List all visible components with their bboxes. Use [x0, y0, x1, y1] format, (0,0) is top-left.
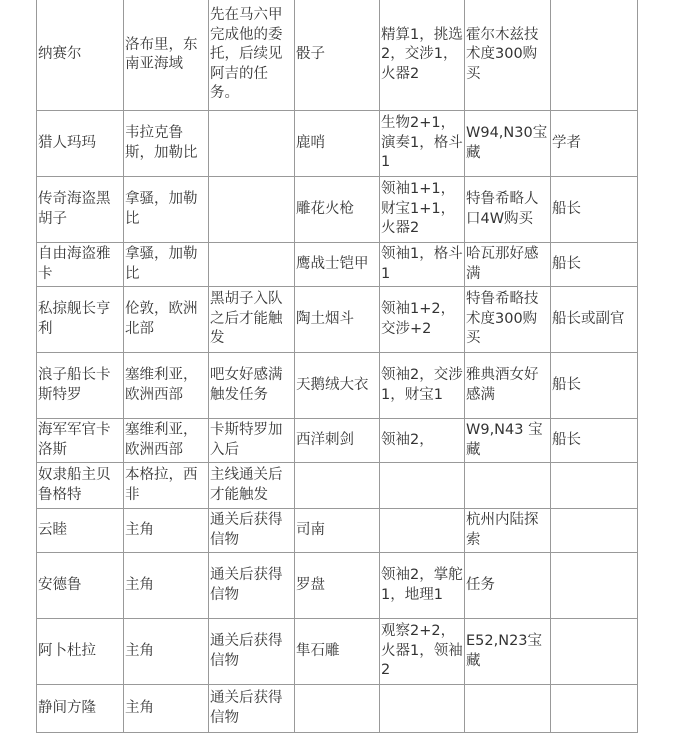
table-row: [37, 553, 638, 619]
table-row: [37, 509, 638, 553]
character-name: 阿卜杜拉: [37, 619, 124, 685]
role-cell: [551, 553, 638, 619]
location-cell: 拿骚，加勒比: [124, 243, 209, 287]
table-row: [37, 243, 638, 287]
skills-cell: 领袖1+2，交涉+2: [380, 287, 465, 353]
table-row: [37, 353, 638, 419]
item-cell: 天鹅绒大衣: [295, 353, 380, 419]
condition-cell: [209, 177, 295, 243]
skills-cell: 领袖2，掌舵1，地理1: [380, 553, 465, 619]
condition-cell: 通关后获得信物: [209, 509, 295, 553]
item-cell: 骰子: [295, 0, 380, 111]
condition-cell: 通关后获得信物: [209, 619, 295, 685]
table-row: [37, 287, 638, 353]
item-cell: 西洋刺剑: [295, 419, 380, 463]
item-cell: [295, 463, 380, 509]
location-cell: 主角: [124, 553, 209, 619]
location-cell: 拿骚，加勒比: [124, 177, 209, 243]
role-cell: [551, 463, 638, 509]
role-cell: [551, 0, 638, 111]
location-cell: 韦拉克鲁斯，加勒比: [124, 111, 209, 177]
character-name: 海军军官卡洛斯: [37, 419, 124, 463]
table-row: [37, 419, 638, 463]
item-cell: 司南: [295, 509, 380, 553]
acquire-cell: [465, 463, 551, 509]
condition-cell: 通关后获得信物: [209, 685, 295, 733]
condition-cell: 先在马六甲完成他的委托，后续见阿吉的任务。: [209, 0, 295, 111]
skills-cell: 领袖2，交涉1，财宝1: [380, 353, 465, 419]
acquire-cell: 任务: [465, 553, 551, 619]
location-cell: 主角: [124, 509, 209, 553]
condition-cell: 主线通关后才能触发: [209, 463, 295, 509]
acquire-cell: W94,N30宝藏: [465, 111, 551, 177]
location-cell: 塞维利亚，欧洲西部: [124, 419, 209, 463]
acquire-cell: 特鲁希略人口4W购买: [465, 177, 551, 243]
role-cell: [551, 685, 638, 733]
location-cell: 本格拉，西非: [124, 463, 209, 509]
table-row: [37, 111, 638, 177]
condition-cell: 黑胡子入队之后才能触发: [209, 287, 295, 353]
skills-cell: 生物2+1，演奏1，格斗1: [380, 111, 465, 177]
condition-cell: [209, 243, 295, 287]
acquire-cell: 霍尔木兹技术度300购买: [465, 0, 551, 111]
skills-cell: 观察2+2，火器1，领袖2: [380, 619, 465, 685]
skills-cell: [380, 685, 465, 733]
item-cell: 雕花火枪: [295, 177, 380, 243]
location-cell: 洛布里，东南亚海域: [124, 0, 209, 111]
acquire-cell: 特鲁希略技术度300购买: [465, 287, 551, 353]
table-row: [37, 685, 638, 733]
condition-cell: 卡斯特罗加入后: [209, 419, 295, 463]
role-cell: 船长或副官: [551, 287, 638, 353]
role-cell: 船长: [551, 353, 638, 419]
role-cell: 船长: [551, 243, 638, 287]
character-name: 纳赛尔: [37, 0, 124, 111]
location-cell: 主角: [124, 619, 209, 685]
item-cell: 鹰战士铠甲: [295, 243, 380, 287]
skills-cell: [380, 509, 465, 553]
condition-cell: [209, 111, 295, 177]
role-cell: [551, 619, 638, 685]
acquire-cell: W9,N43 宝藏: [465, 419, 551, 463]
character-name: 浪子船长卡斯特罗: [37, 353, 124, 419]
role-cell: 船长: [551, 177, 638, 243]
location-cell: 伦敦，欧洲北部: [124, 287, 209, 353]
skills-cell: [380, 463, 465, 509]
character-name: 私掠舰长亨利: [37, 287, 124, 353]
acquire-cell: 杭州内陆探索: [465, 509, 551, 553]
item-cell: 罗盘: [295, 553, 380, 619]
skills-cell: 领袖1+1，财宝1+1，火器2: [380, 177, 465, 243]
item-cell: 鹿哨: [295, 111, 380, 177]
item-cell: 陶土烟斗: [295, 287, 380, 353]
table-row: [37, 177, 638, 243]
item-cell: [295, 685, 380, 733]
skills-cell: 精算1，挑选2，交涉1，火器2: [380, 0, 465, 111]
character-name: 猎人玛玛: [37, 111, 124, 177]
role-cell: 学者: [551, 111, 638, 177]
character-name: 静间方隆: [37, 685, 124, 733]
acquire-cell: [465, 685, 551, 733]
skills-cell: 领袖1，格斗1: [380, 243, 465, 287]
table-row: [37, 0, 638, 111]
role-cell: 船长: [551, 419, 638, 463]
acquire-cell: 哈瓦那好感满: [465, 243, 551, 287]
condition-cell: 通关后获得信物: [209, 553, 295, 619]
item-cell: 隼石雕: [295, 619, 380, 685]
location-cell: 塞维利亚，欧洲西部: [124, 353, 209, 419]
condition-cell: 吧女好感满触发任务: [209, 353, 295, 419]
acquire-cell: E52,N23宝藏: [465, 619, 551, 685]
location-cell: 主角: [124, 685, 209, 733]
character-name: 安德鲁: [37, 553, 124, 619]
character-name: 传奇海盗黑胡子: [37, 177, 124, 243]
table-row: [37, 463, 638, 509]
character-name: 奴隶船主贝鲁格特: [37, 463, 124, 509]
acquire-cell: 雅典酒女好感满: [465, 353, 551, 419]
character-table: [36, 0, 638, 733]
character-name: 自由海盗雅卡: [37, 243, 124, 287]
skills-cell: 领袖2，: [380, 419, 465, 463]
table-row: [37, 619, 638, 685]
role-cell: [551, 509, 638, 553]
character-name: 云睦: [37, 509, 124, 553]
